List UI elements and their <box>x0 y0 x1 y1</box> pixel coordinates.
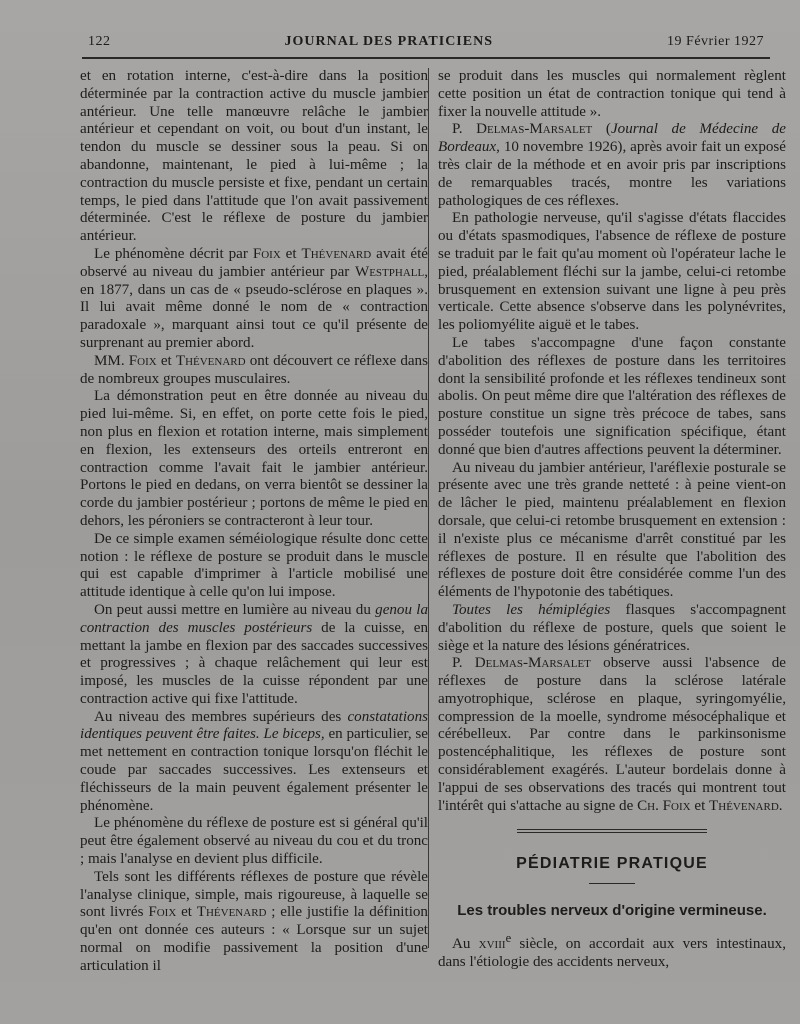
paragraph: se produit dans les muscles qui normalement règlent cette position un état de contraction tonique qui tend à fixer la nouvelle attitude ». <box>438 68 786 120</box>
paragraph: En pathologie nerveuse, qu'il s'agisse d'états flaccides ou d'états spasmodiques, l'absence de réflexe de posture se traduit par le fait qu'au moment où l'opérateur lache le pied, préalablement fléchi sur la jambe, celui-ci retombe brusquement en extension suivant une ligne à peu près verticale. Cette absence s'observe dans les polynévrites, les poliomyélite aiguë et le tabes. <box>438 210 786 334</box>
header-rule <box>82 57 770 59</box>
paragraph: P. Delmas-Marsalet observe aussi l'absence de réflexes de posture dans la sclérose latérale amyotrophique, sclérose en plaque, syringomyélie, compression de la moelle, syndrome mésocéphalique et cérébelleux. Par contre dans le parkinsonisme postencéphalitique, les réflexes de posture sont considérablement exagérés. L'auteur bordelais donne à l'appui de ses observations des tracés qui montrent tout l'intérêt qui s'attache au signe de Ch. Foix et Thévenard. <box>438 655 786 814</box>
paragraph: Le tabes s'accompagne d'une façon constante d'abolition des réflexes de posture dans les territoires dont la sensibilité profonde et les réflexes tendineux sont abolis. On peut même dire que l'altération des réflexes de posture constitue un signe très précoce de tabes, sans posséder toutefois une signification spécifique, étant donné que bien d'autres affections peuvent la déterminer. <box>438 334 786 458</box>
running-header <box>88 34 764 56</box>
paragraph: et en rotation interne, c'est-à-dire dans la position déterminée par la contraction active du muscle jambier antérieur. Une telle manœuvre relâche le jambier antérieur et cependant on voit, ou bout d'un instant, le tendon du muscle se dessiner sous la peau. Si on abandonne, maintenant, le pied à lui-même ; la contraction du muscle persiste et fixe, pendant un certain temps, le pied dans l'attitude que l'on avait passivement déterminée. C'est le réflexe de posture du jambier antérieur. <box>80 68 428 245</box>
paragraph: Le phénomène décrit par Foix et Thévenard avait été observé au niveau du jambier antérieur par Westphall, en 1877, dans un cas de « pseudo-sclérose en plaques ». Il lui avait même donné le nom de « contraction paradoxale », marquant ainsi tout ce qu'il présente de surprenant au premier abord. <box>80 245 428 351</box>
paragraph: MM. Foix et Thévenard ont découvert ce réflexe dans de nombreux groupes musculaires. <box>80 352 428 387</box>
paragraph: On peut aussi mettre en lumière au niveau du genou la contraction des muscles postérieurs de la cuisse, en mettant la jambe en flexion par des saccades successives et progressives ; à chaque relâchement qui leur est imposé, les muscles de la cuisse répondent par une contraction active qui fixe l'attitude. <box>80 601 428 707</box>
journal-title: JOURNAL DES PRATICIENS <box>284 34 493 49</box>
paragraph: Au xviii$^e$ siècle, on accordait aux vers intestinaux, dans l'étiologie des accidents nerveux, <box>438 931 786 970</box>
paragraph: Au niveau du jambier antérieur, l'aréflexie posturale se présente avec une très grande netteté : à peine vient-on de lâcher le pied, maintenu préalablement en flexion dorsale, que celui-ci retombe brusquement en extension : il n'existe plus ce mécanisme d'arrêt constitué par les réflexes de posture. Il en résulte que l'abolition des réflexes de posture doit être considérée comme l'un des éléments de l'hypotonie des tabétiques. <box>438 459 786 601</box>
article-title: Les troubles nerveux d'origine vermineuse. <box>457 902 767 920</box>
paragraph: De ce simple examen séméiologique résulte donc cette notion : le réflexe de posture se produit dans le muscle qui est capable d'imprimer à l'article mobilisé une attitude identique à celle qu'on lui impose. <box>80 530 428 601</box>
paragraph: La démonstration peut en être donnée au niveau du pied lui-même. Si, en effet, on porte cette fois le pied, non plus en flexion et rotation interne, mais simplement en flexion, les extenseurs des orteils entreront en contraction comme l'avait fait le jambier antérieur. Portons le pied en dedans, on verra bientôt se dessiner la corde du jambier postérieur ; portons de même le pied en dehors, les péroniers se contracteront à leur tour. <box>80 388 428 529</box>
page-number: 122 <box>88 34 111 49</box>
right-column <box>438 68 786 972</box>
paragraph: Au niveau des membres supérieurs des constatations identiques peuvent être faites. Le biceps, en particulier, se met nettement en contraction tonique lorsqu'on fléchit le coude par saccades successives. Les extenseurs et fléchisseurs de la main peuvent également présenter le phénomène. <box>80 708 429 814</box>
column-divider <box>428 68 429 948</box>
end-rule <box>517 829 707 833</box>
left-column <box>80 68 428 976</box>
section-title: PÉDIATRIE PRATIQUE <box>516 855 708 873</box>
paragraph: P. Delmas-Marsalet (Journal de Médecine de Bordeaux, 10 novembre 1926), après avoir fait un exposé très clair de la méthode et en avoir pris par inscriptions de remarquables tracés, montre les variations pathologiques de ces réflexes. <box>438 121 786 209</box>
issue-date: 19 Février 1927 <box>667 34 764 49</box>
paragraph: Le phénomène du réflexe de posture est si général qu'il peut être également observé au niveau du cou et du tronc ; mais l'analyse en devient plus difficile. <box>80 815 428 868</box>
paragraph: Tels sont les différents réflexes de posture que révèle l'analyse clinique, simple, mais rigoureuse, à laquelle se sont livrés Foix et Thévenard ; elle justifie la définition qu'en ont donnée ces auteurs : « Lorsque sur un sujet normal on modifie passivement la position d'une articulation il <box>80 868 428 974</box>
paragraph: Toutes les hémiplégies flasques s'accompagnent d'abolition du réflexe de posture, quels que soient le siège et la nature des lésions génératrices. <box>438 601 787 654</box>
section-rule <box>589 883 635 884</box>
